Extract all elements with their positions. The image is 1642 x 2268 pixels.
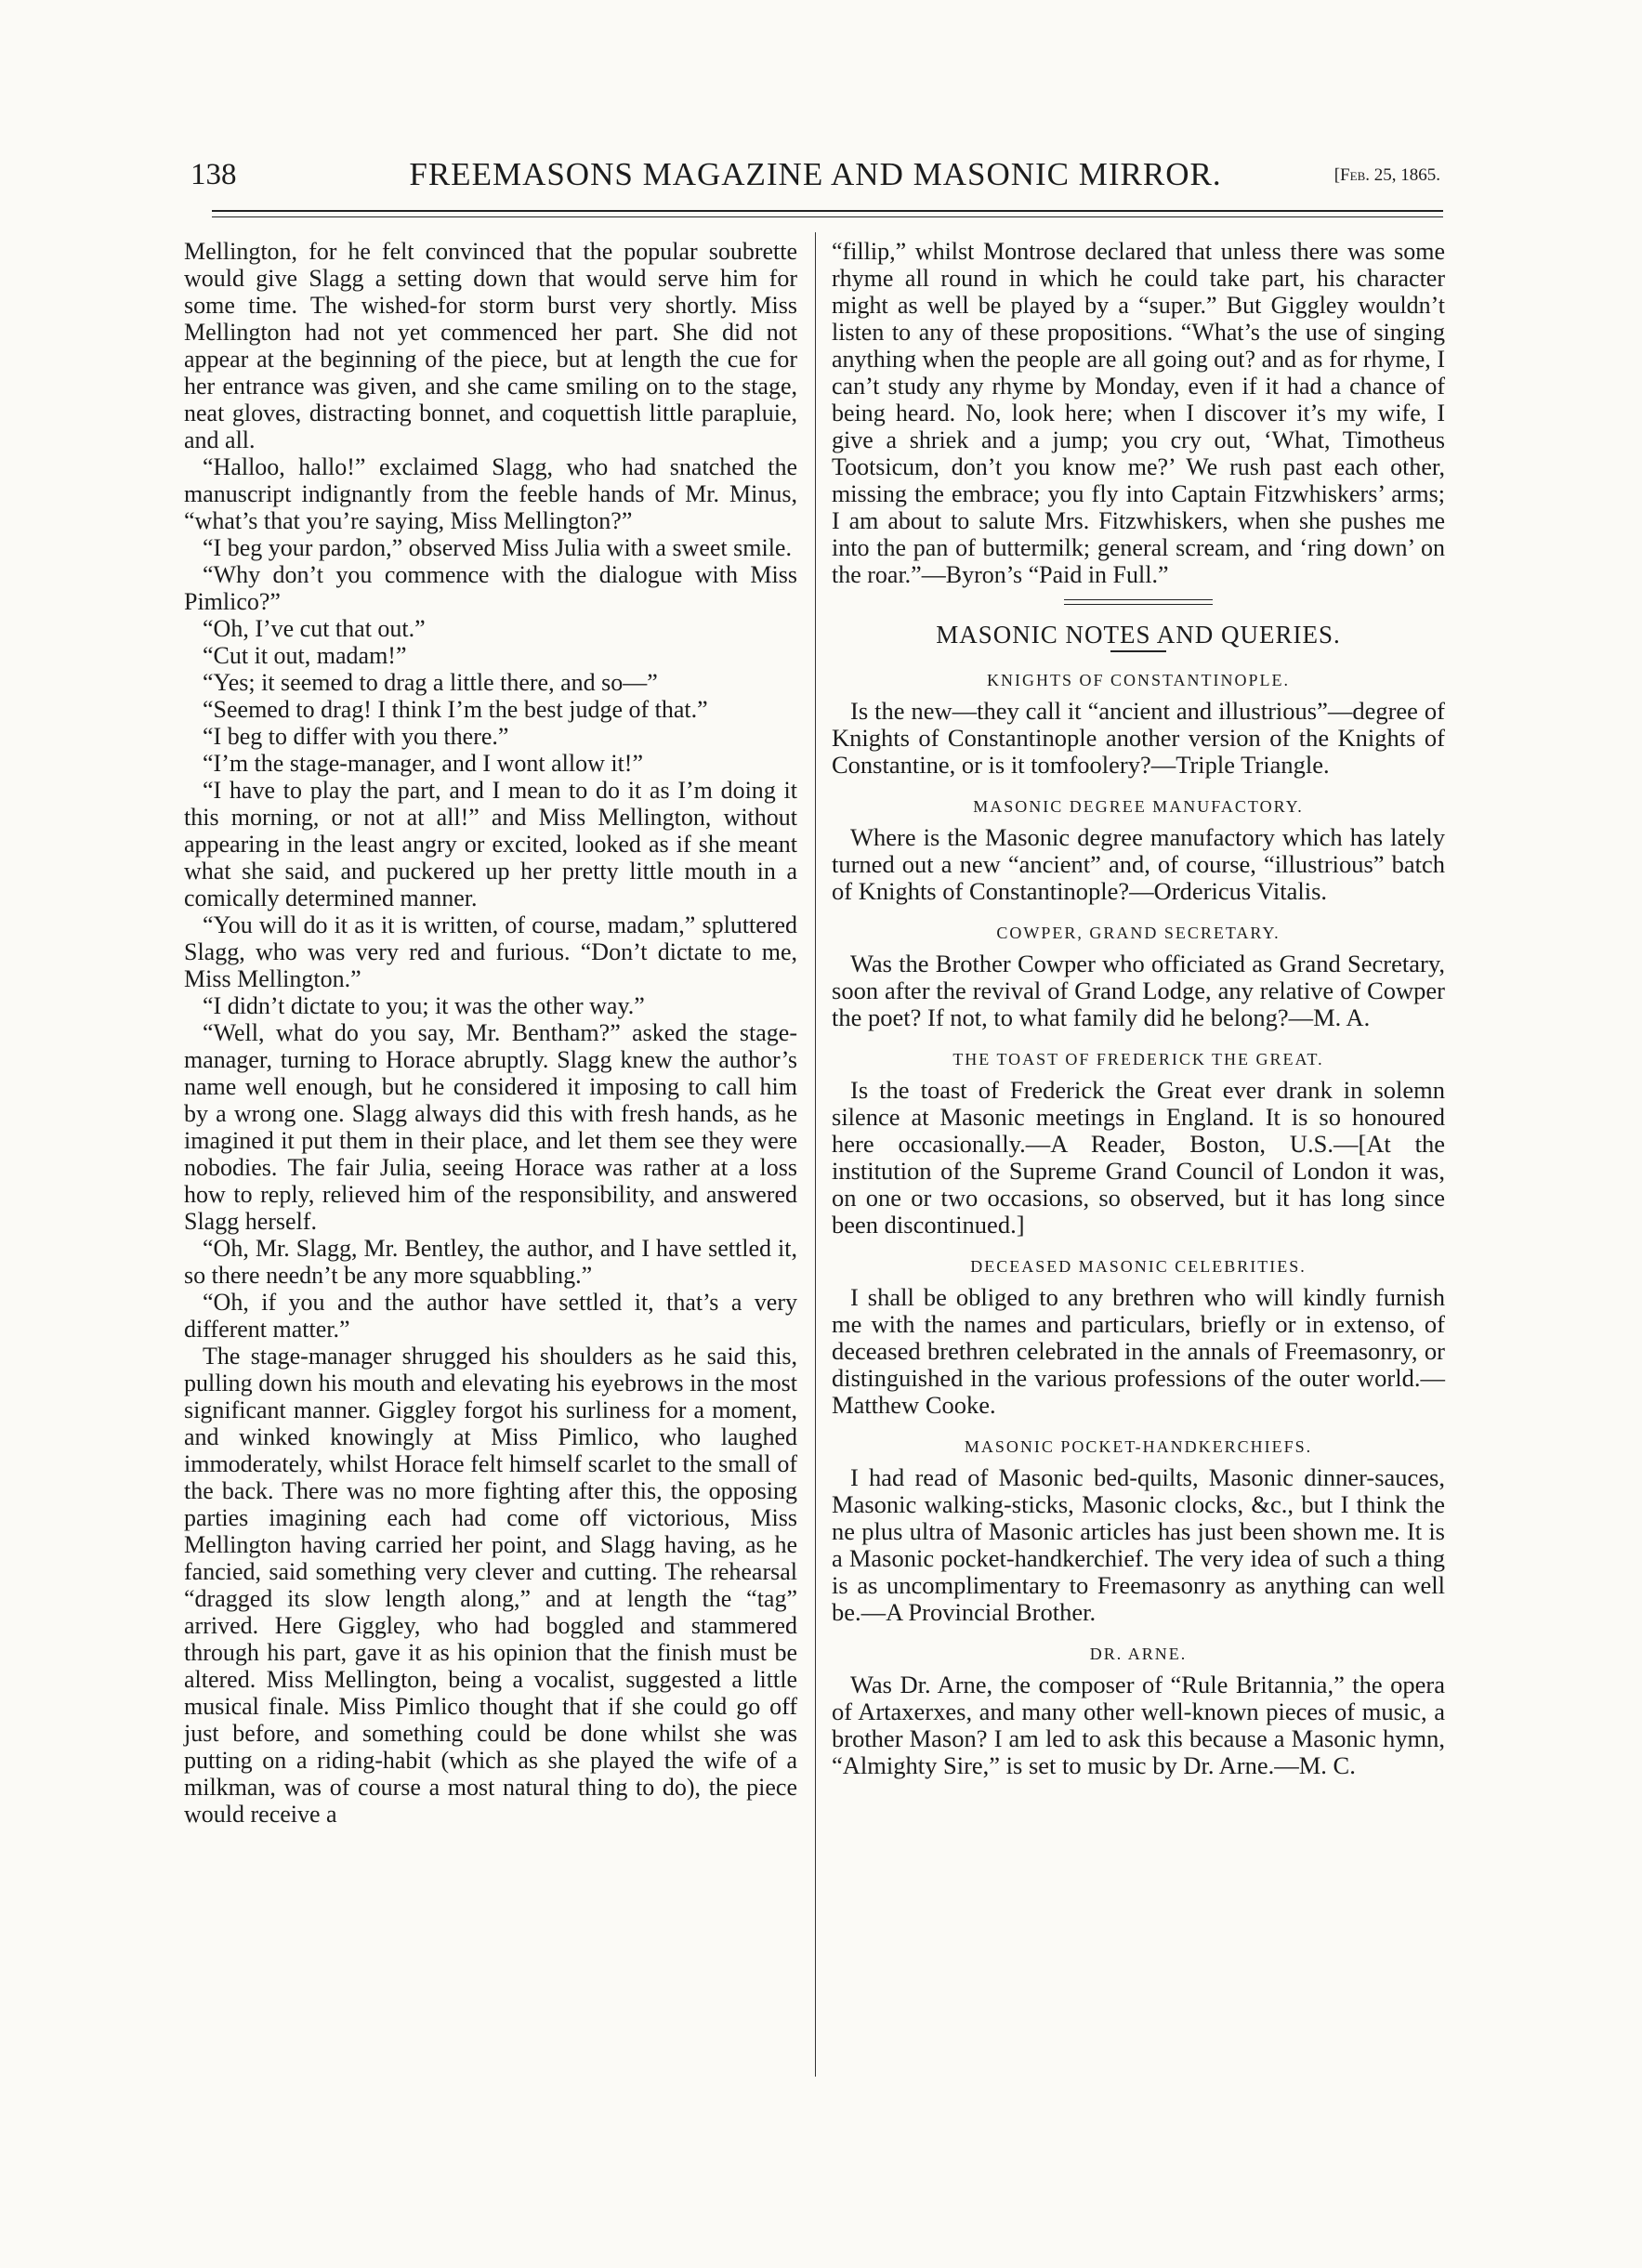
divider-line [1064, 604, 1213, 605]
section-divider [832, 599, 1445, 605]
entry-heading: DR. ARNE. [1089, 1645, 1188, 1663]
entry-heading: THE TOAST OF FREDERICK THE GREAT. [952, 1050, 1324, 1068]
entry-heading: KNIGHTS OF CONSTANTINOPLE. [986, 671, 1291, 689]
divider-line [1064, 599, 1213, 600]
section-title: MASONIC NOTES AND QUERIES. [936, 621, 1341, 649]
paragraph: “Why don’t you commence with the dialogue with Miss Pimlico?” [184, 561, 797, 615]
query-entry [832, 1641, 1445, 1779]
paragraph: “Halloo, hallo!” exclaimed Slagg, who had snatched the manuscript indignantly from the feeble hands of Mr. Minus, “what’s that you’re saying, Miss Mellington?” [184, 453, 797, 534]
query-entry [832, 1046, 1445, 1239]
entry-heading: DECEASED MASONIC CELEBRITIES. [970, 1257, 1307, 1276]
paragraph: “Well, what do you say, Mr. Bentham?” asked the stage-manager, turning to Horace abruptly. Slagg knew the author’s name well enough, but he considered it imposing to call him by a wrong one. Slagg always did this with fresh hands, as he imagined it put them in their place, and let them see they were nobodies. The fair Julia, seeing Horace was rather at a loss how to reply, relieved him of the responsibility, and answered Slagg herself. [184, 1019, 797, 1235]
paragraph: “Cut it out, madam!” [203, 642, 407, 669]
paragraph: “Yes; it seemed to drag a little there, and so—” [203, 669, 658, 696]
entry-body: Was Dr. Arne, the composer of “Rule Britannia,” the opera of Artaxerxes, and many other well-known pieces of music, a brother Mason? I am led to ask this because a Masonic hymn, “Almighty Sire,” is set to music by Dr. Arne.—M. C. [832, 1671, 1445, 1779]
query-entry [832, 1253, 1445, 1419]
continuation-paragraph: “fillip,” whilst Montrose declared that unless there was some rhyme all round in which he could take part, his character might as well be played by a “super.” But Giggley wouldn’t listen to any of these propositions. “What’s the use of singing anything when the people are all going out? and as for rhyme, I can’t study any rhyme by Monday, even if it had a chance of being heard. No, look here; when I discover it’s my wife, I give a shriek and a jump; you cry out, ‘What, Timotheus Tootsicum, don’t you know me?’ We rush past each other, missing the embrace; you fly into Captain Fitzwhiskers’ arms; I am about to salute Mrs. Fitzwhiskers, when she pushes me into the pan of buttermilk; general scream, and ‘ring down’ on the roar.”—Byron’s “Paid in Full.” [832, 238, 1445, 588]
entry-body: Was the Brother Cowper who officiated as Grand Secretary, soon after the revival of Grand Lodge, any relative of Cowper the poet? If not, to what family did he belong?—M. A. [832, 950, 1445, 1031]
query-entry [832, 920, 1445, 1031]
left-column [184, 238, 797, 1828]
right-column [832, 238, 1445, 1779]
page-header [190, 156, 1440, 203]
paragraph: “I beg to differ with you there.” [203, 723, 509, 750]
column-divider [815, 232, 816, 2077]
header-rule [212, 210, 1443, 212]
paragraph: The stage-manager shrugged his shoulders as he said this, pulling down his mouth and elevating his eyebrows in the most significant manner. Giggley forgot his surliness for a moment, and winked knowingly at Miss Pimlico, who laughed immoderately, whilst Horace felt himself scarlet to the small of the back. There was no more fighting after this, the opposing parties imagining each had come off victorious, Miss Mellington having carried her point, and Slagg having, as he fancied, said something very clever and cutting. The rehearsal “dragged its slow length along,” and at length the “tag” arrived. Here Giggley, who had boggled and stammered through his part, gave it as his opinion that the finish must be altered. Miss Mellington, being a vocalist, suggested a little musical finale. Miss Pimlico thought that if she could go off just before, and something could be done whilst she was putting on a riding-habit (which as she played the wife of a milkman, was of course a most natural thing to do), the piece would receive a [184, 1343, 797, 1828]
paragraph: “I didn’t dictate to you; it was the other way.” [203, 992, 645, 1019]
paragraph: “I’m the stage-manager, and I wont allow it!” [203, 750, 643, 777]
query-entry [832, 667, 1445, 779]
entry-body: I shall be obliged to any brethren who will kindly furnish me with the names and particulars, briefly or in extenso, of deceased brethren celebrated in the annals of Freemasonry, or distinguished in the various professions of the outer world.—Matthew Cooke. [832, 1283, 1445, 1419]
query-entry [832, 793, 1445, 905]
paragraph: “Oh, I’ve cut that out.” [203, 615, 426, 642]
entry-body: I had read of Masonic bed-quilts, Masonic dinner-sauces, Masonic walking-sticks, Masonic clocks, &c., but I think the ne plus ultra of Masonic articles has just been shown me. It is a Masonic pocket-handkerchief. The very idea of such a thing is as uncomplimentary to Freemasonry as anything can well be.—A Provincial Brother. [832, 1463, 1445, 1626]
entry-heading: MASONIC DEGREE MANUFACTORY. [973, 797, 1304, 816]
entry-heading: COWPER, GRAND SECRETARY. [996, 924, 1281, 942]
paragraph: “I have to play the part, and I mean to do it as I’m doing it this morning, or not at all!” and Miss Mellington, without appearing in the least angry or excited, looked as if she meant what she said, and puckered up her pretty little mouth in a comically determined manner. [184, 777, 797, 911]
paragraph: “Seemed to drag! I think I’m the best judge of that.” [203, 696, 708, 723]
paragraph: “I beg your pardon,” observed Miss Julia with a sweet smile. [203, 534, 792, 561]
entry-body: Is the toast of Frederick the Great ever drank in solemn silence at Masonic meetings in England. It is so honoured here occasionally.—A Reader, Boston, U.S.—[At the institution of the Supreme Grand Council of London it was, on one or two occasions, so observed, but it has long since been discontinued.] [832, 1076, 1445, 1239]
paragraph: Mellington, for he felt convinced that the popular soubrette would give Slagg a setting down that would serve him for some time. The wished-for storm burst very shortly. Miss Mellington had not yet commenced her part. She did not appear at the beginning of the piece, but at length the cue for her entrance was given, and she came smiling on to the stage, neat gloves, distracting bonnet, and coquettish little parapluie, and all. [184, 238, 797, 453]
entry-heading: MASONIC POCKET-HANDKERCHIEFS. [964, 1437, 1313, 1456]
page-date: [Feb. 25, 1865. [1333, 165, 1440, 185]
entry-body: Is the new—they call it “ancient and illustrious”—degree of Knights of Constantinople another version of the Knights of Constantine, or is it tomfoolery?—Triple Triangle. [832, 697, 1445, 779]
title-rule [1110, 650, 1166, 652]
paragraph: “Oh, Mr. Slagg, Mr. Bentley, the author, and I have settled it, so there needn’t be any more squabbling.” [184, 1235, 797, 1289]
paragraph: “You will do it as it is written, of course, madam,” spluttered Slagg, who was very red and furious. “Don’t dictate to me, Miss Mellington.” [184, 911, 797, 992]
page-number: 138 [190, 158, 237, 191]
query-entry [832, 1434, 1445, 1626]
header-rule-thin [212, 216, 1443, 217]
entry-body: Where is the Masonic degree manufactory which has lately turned out a new “ancient” and, of course, “illustrious” batch of Knights of Constantinople?—Ordericus Vitalis. [832, 823, 1445, 905]
running-title: FREEMASONS MAGAZINE AND MASONIC MIRROR. [409, 156, 1222, 192]
paragraph: “Oh, if you and the author have settled it, that’s a very different matter.” [184, 1289, 797, 1343]
